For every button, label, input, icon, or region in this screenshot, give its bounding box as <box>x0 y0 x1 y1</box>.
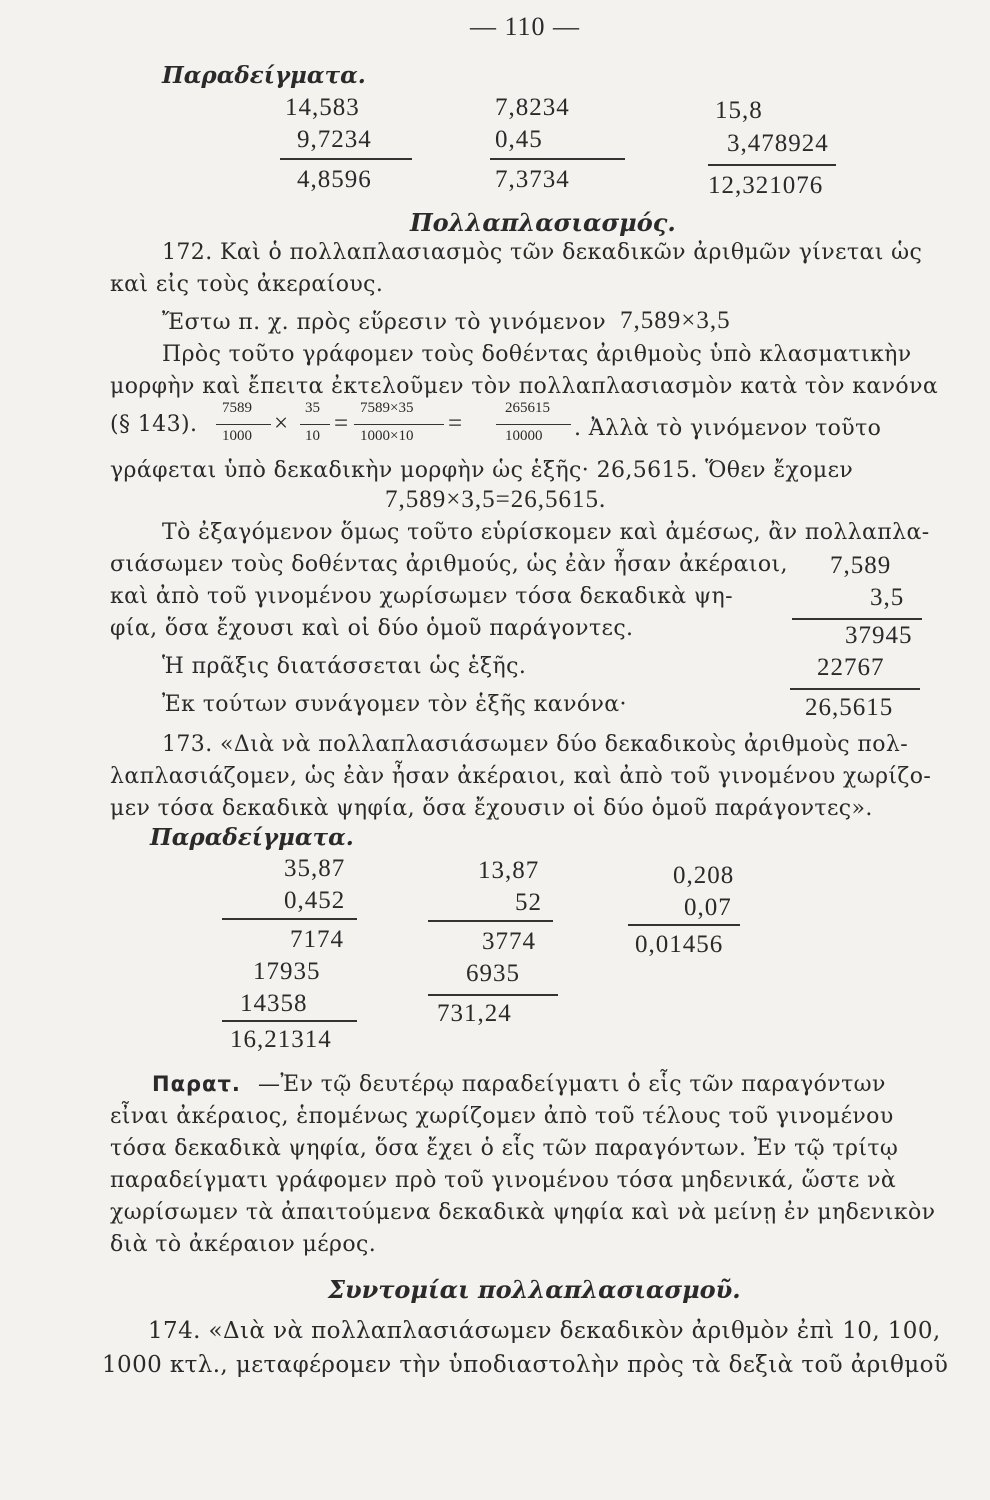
minuend: 7,8234 <box>495 94 570 121</box>
difference: 4,8596 <box>297 166 372 193</box>
multiplier: 0,07 <box>684 894 732 921</box>
partial-product: 6935 <box>466 960 520 987</box>
fraction-numerator: 35 <box>305 400 320 416</box>
fraction-bar <box>354 424 444 425</box>
remark-line: εἶναι ἀκέραιος, ἑπομένως χωρίζομεν ἀπὸ τοῦ τέλους τοῦ γινομένου <box>110 1104 894 1129</box>
sum-rule <box>280 158 412 160</box>
paragraph-line: καὶ ἀπὸ τοῦ γινομένου χωρίσωμεν τόσα δεκαδικὰ ψη- <box>110 584 733 609</box>
partial-product: 7174 <box>290 926 344 953</box>
fraction-denominator: 1000×10 <box>360 428 414 444</box>
remark-line: τόσα δεκαδικὰ ψηφία, ὅσα ἔχει ὁ εἷς τῶν παραγόντων. Ἐν τῷ τρίτῳ <box>110 1136 899 1161</box>
paragraph-line: Ἐκ τούτων συνάγομεν τὸν ἑξῆς κανόνα· <box>162 692 627 717</box>
partial-product: 37945 <box>845 622 913 649</box>
sum-rule <box>428 920 553 922</box>
subtrahend: 9,7234 <box>297 126 372 153</box>
sum-rule <box>708 164 836 166</box>
paragraph-172-line: 172. Καὶ ὁ πολλαπλασιασμὸς τῶν δεκαδικῶν ἀριθμῶν γίνεται ὡς <box>162 240 923 265</box>
fraction-denominator: 1000 <box>222 428 252 444</box>
page-number: — 110 — <box>470 12 581 41</box>
paragraph-174-line: 174. «Διὰ νὰ πολλαπλασιάσωμεν δεκαδικὸν ἀριθμὸν ἐπὶ 10, 100, <box>148 1318 941 1344</box>
remark-line: διὰ τὸ ἀκέραιον μέρος. <box>110 1232 377 1257</box>
paragraph-line: Ἡ πρᾶξις διατάσσεται ὡς ἑξῆς. <box>162 654 527 679</box>
partial-product: 22767 <box>817 654 885 681</box>
paragraph-173-line: λαπλασιάζομεν, ὡς ἐὰν ἦσαν ἀκέραιοι, καὶ ἀπὸ τοῦ γινομένου χωρίζο- <box>110 764 932 789</box>
examples-heading: Παραδείγματα. <box>150 824 354 851</box>
minuend: 14,583 <box>285 94 360 121</box>
minuend: 15,8 <box>715 97 763 124</box>
examples-heading: Παραδείγματα. <box>162 62 366 89</box>
remark-line: —Ἐν τῷ δευτέρῳ παραδείγματι ὁ εἷς τῶν παραγόντων <box>258 1072 886 1097</box>
paragraph-line: Τὸ ἐξαγόμενον ὅμως τοῦτο εὑρίσκομεν καὶ ἀμέσως, ἂν πολλαπλα- <box>162 520 930 545</box>
product: 0,01456 <box>635 931 724 958</box>
paragraph-173-line: 173. «Διὰ νὰ πολλαπλασιάσωμεν δύο δεκαδικοὺς ἀριθμοὺς πολ- <box>162 732 909 757</box>
fraction-numerator: 7589×35 <box>360 400 414 416</box>
section-title: Πολλαπλασιασμός. <box>410 208 676 237</box>
difference: 12,321076 <box>708 172 824 199</box>
equals-sign: = <box>334 410 350 437</box>
sum-rule <box>490 158 625 160</box>
fraction-bar <box>496 424 571 425</box>
sum-rule <box>628 924 740 926</box>
partial-product: 14358 <box>240 990 308 1017</box>
remark-line: παραδείγματι γράφομεν πρὸ τοῦ γινομένου τόσα μηδενικά, ὥστε νὰ <box>110 1168 897 1193</box>
difference: 7,3734 <box>495 166 570 193</box>
paragraph-line: . Ἀλλὰ τὸ γινόμενον τοῦτο <box>574 416 882 441</box>
sum-rule <box>222 1020 357 1022</box>
sum-rule <box>222 918 357 920</box>
product: 16,21314 <box>230 1026 332 1053</box>
paragraph-174-line: 1000 κτλ., μεταφέρομεν τὴν ὑποδιαστολὴν πρὸς τὰ δεξιὰ τοῦ ἀριθμοῦ <box>102 1352 949 1378</box>
multiplier: 0,452 <box>284 887 346 914</box>
fraction-denominator: 10000 <box>505 428 543 444</box>
equals-sign: = <box>448 410 464 437</box>
result-equation: 7,589×3,5=26,5615. <box>385 486 607 513</box>
remark-label: Παρατ. <box>152 1072 241 1096</box>
remark-line: χωρίσωμεν τὰ ἀπαιτούμενα δεκαδικὰ ψηφία καὶ νὰ μείνῃ ἐν μηδενικὸν <box>110 1200 936 1225</box>
section-title: Συντομίαι πολλαπλασιασμοῦ. <box>328 1275 741 1304</box>
product: 731,24 <box>437 1000 512 1027</box>
multiplicand: 35,87 <box>284 855 346 882</box>
paragraph-line: γράφεται ὑπὸ δεκαδικὴν μορφὴν ὡς ἑξῆς· 26,5615. Ὅθεν ἔχομεν <box>110 458 854 483</box>
sum-rule <box>790 688 920 690</box>
times-sign: × <box>274 410 290 437</box>
multiplier: 52 <box>515 889 542 916</box>
fraction-numerator: 7589 <box>222 400 252 416</box>
sum-rule <box>792 618 922 620</box>
partial-product: 3774 <box>482 928 536 955</box>
paragraph-line: μορφὴν καὶ ἔπειτα ἐκτελοῦμεν τὸν πολλαπλασιασμὸν κατὰ τὸν κανόνα <box>110 374 939 399</box>
paragraph-line: φία, ὅσα ἔχουσι καὶ οἱ δύο ὁμοῦ παράγοντες. <box>110 616 634 641</box>
paragraph-line: Πρὸς τοῦτο γράφομεν τοὺς δοθέντας ἀριθμοὺς ὑπὸ κλασματικὴν <box>162 342 912 367</box>
fraction-numerator: 265615 <box>505 400 550 416</box>
multiplicand: 0,208 <box>673 862 735 889</box>
product: 26,5615 <box>805 694 894 721</box>
product-expression: 7,589×3,5 <box>620 307 731 334</box>
paragraph-172-line: καὶ εἰς τοὺς ἀκεραίους. <box>110 272 384 297</box>
multiplier: 3,5 <box>870 584 905 611</box>
fraction-bar <box>300 424 330 425</box>
section-reference: (§ 143). <box>110 412 198 437</box>
multiplicand: 13,87 <box>478 857 540 884</box>
paragraph-line: σιάσωμεν τοὺς δοθέντας ἀριθμούς, ὡς ἐὰν ἦσαν ἀκέραιοι, <box>110 552 788 577</box>
subtrahend: 3,478924 <box>727 130 829 157</box>
subtrahend: 0,45 <box>495 126 543 153</box>
sum-rule <box>428 994 558 996</box>
fraction-denominator: 10 <box>305 428 320 444</box>
partial-product: 17935 <box>253 958 321 985</box>
paragraph-173-line: μεν τόσα δεκαδικὰ ψηφία, ὅσα ἔχουσιν οἱ δύο ὁμοῦ παράγοντες». <box>110 796 873 821</box>
example-intro: Ἔστω π. χ. πρὸς εὕρεσιν τὸ γινόμενον <box>162 310 607 335</box>
fraction-bar <box>216 424 271 425</box>
multiplicand: 7,589 <box>830 552 892 579</box>
